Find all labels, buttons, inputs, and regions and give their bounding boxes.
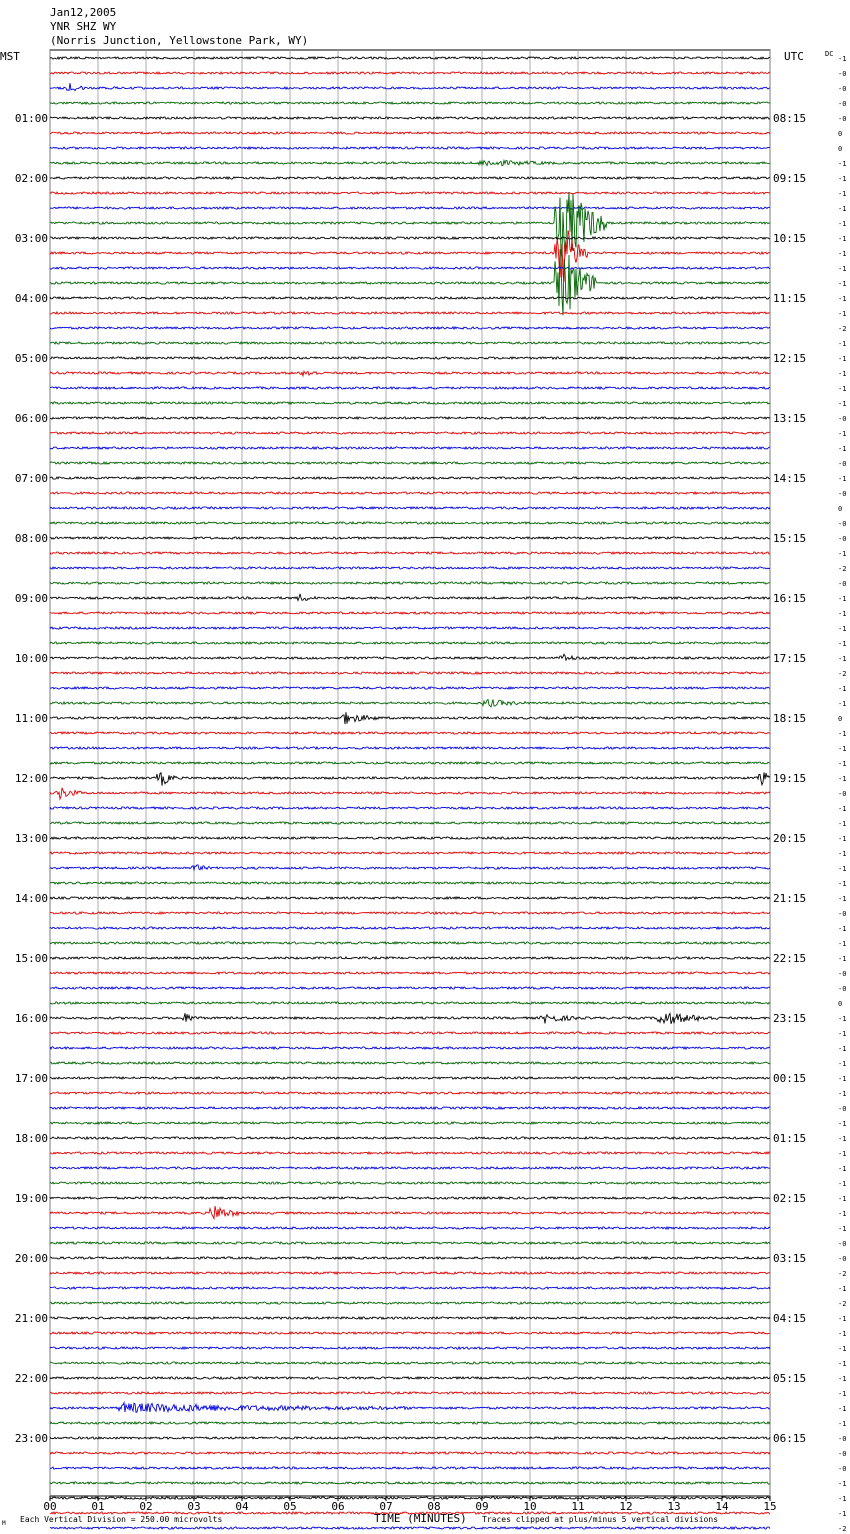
trace-63	[50, 1002, 770, 1004]
mst-hour-label: 03:00	[14, 232, 48, 245]
trace-29	[50, 492, 770, 494]
trace-22	[50, 387, 770, 389]
utc-hour-label: 10:15	[773, 232, 807, 245]
x-tick-label: 11	[571, 1500, 585, 1513]
dc-offset-label: -1	[838, 940, 847, 948]
trace-12	[50, 237, 770, 239]
x-tick-label: 13	[667, 1500, 681, 1513]
trace-69	[50, 1092, 770, 1094]
utc-hour-label: 04:15	[773, 1312, 807, 1325]
dc-offset-label: -0	[838, 1255, 847, 1263]
dc-offset-label: -1	[838, 1480, 847, 1488]
trace-37	[50, 612, 770, 614]
trace-9	[50, 192, 770, 194]
dc-offset-label: -1	[838, 430, 847, 438]
mst-hour-label: 22:00	[14, 1372, 48, 1385]
utc-hour-label: 17:15	[773, 652, 807, 665]
trace-66	[50, 1047, 770, 1049]
dc-offset-label: -0	[838, 1240, 847, 1248]
trace-51	[50, 822, 770, 824]
trace-62	[50, 987, 770, 989]
mst-hour-label: 08:00	[14, 532, 48, 545]
dc-offset-label: -1	[838, 1060, 847, 1068]
utc-hour-label: 14:15	[773, 472, 807, 485]
trace-26	[50, 447, 770, 449]
trace-42	[50, 687, 770, 689]
dc-offset-label: -1	[838, 1210, 847, 1218]
mst-hour-label: 06:00	[14, 412, 48, 425]
utc-hour-label: 22:15	[773, 952, 807, 965]
dc-offset-label: -1	[838, 1420, 847, 1428]
dc-offset-label: -2	[838, 1525, 847, 1533]
dc-offset-label: -1	[838, 355, 847, 363]
dc-offset-label: -0	[838, 910, 847, 918]
dc-offset-label: -1	[838, 610, 847, 618]
dc-offset-label: -1	[838, 730, 847, 738]
dc-offset-label: -1	[838, 445, 847, 453]
dc-offset-label: 0	[838, 505, 843, 513]
dc-offset-label: -1	[838, 160, 847, 168]
trace-68	[50, 1077, 770, 1079]
dc-offset-label: 0	[838, 130, 843, 138]
dc-offset-label: -1	[838, 1165, 847, 1173]
dc-offset-label: -0	[838, 520, 847, 528]
utc-hour-label: 19:15	[773, 772, 807, 785]
dc-offset-label: -1	[838, 475, 847, 483]
trace-73	[50, 1152, 770, 1154]
plot-date: Jan12,2005	[50, 6, 117, 19]
trace-18	[50, 327, 770, 329]
utc-hour-label: 21:15	[773, 892, 807, 905]
dc-offset-label: -0	[838, 970, 847, 978]
dc-offset-label: -1	[838, 745, 847, 753]
dc-offset-label: -0	[838, 1105, 847, 1113]
trace-10	[50, 207, 770, 209]
trace-4	[50, 117, 770, 119]
mst-hour-label: 14:00	[14, 892, 48, 905]
trace-38	[50, 627, 770, 629]
trace-74	[50, 1167, 770, 1169]
dc-offset-label: -1	[838, 895, 847, 903]
utc-hour-label: 16:15	[773, 592, 807, 605]
trace-28	[50, 477, 770, 479]
x-tick-label: 03	[187, 1500, 201, 1513]
dc-offset-label: 0	[838, 715, 843, 723]
dc-offset-label: -1	[838, 1120, 847, 1128]
dc-offset-label: -1	[838, 205, 847, 213]
x-tick-label: 06	[331, 1500, 345, 1513]
utc-hour-label: 13:15	[773, 412, 807, 425]
dc-offset-label: -1	[838, 655, 847, 663]
trace-77	[50, 1206, 770, 1219]
trace-15	[50, 249, 770, 315]
dc-offset-label: -1	[838, 1180, 847, 1188]
x-tick-label: 01	[91, 1500, 105, 1513]
dc-offset-label: -0	[838, 535, 847, 543]
mst-hour-label: 20:00	[14, 1252, 48, 1265]
dc-offset-label: -1	[838, 640, 847, 648]
trace-64	[50, 1013, 770, 1024]
dc-offset-label: -0	[838, 790, 847, 798]
mst-hour-label: 01:00	[14, 112, 48, 125]
trace-86	[50, 1347, 770, 1349]
trace-6	[50, 147, 770, 149]
trace-90	[50, 1403, 770, 1413]
trace-33	[50, 552, 770, 554]
trace-23	[50, 402, 770, 404]
dc-offset-label: -1	[838, 835, 847, 843]
utc-hour-label: 01:15	[773, 1132, 807, 1145]
trace-48	[50, 772, 770, 785]
dc-offset-label: 0	[838, 1000, 843, 1008]
dc-offset-label: -0	[838, 70, 847, 78]
mst-hour-label: 19:00	[14, 1192, 48, 1205]
mst-hour-label: 18:00	[14, 1132, 48, 1145]
trace-88	[50, 1377, 770, 1379]
mst-hour-label: 04:00	[14, 292, 48, 305]
dc-offset-label: -1	[838, 925, 847, 933]
dc-offset-label: -1	[838, 175, 847, 183]
dc-offset-label: -1	[838, 820, 847, 828]
clip-note: Traces clipped at plus/minus 5 vertical divisions	[482, 1515, 719, 1524]
utc-hour-label: 06:15	[773, 1432, 807, 1445]
dc-offset-label: -1	[838, 850, 847, 858]
trace-94	[50, 1467, 770, 1469]
dc-offset-label: -2	[838, 1270, 847, 1278]
dc-offset-label: -0	[838, 1465, 847, 1473]
x-tick-label: 09	[475, 1500, 489, 1513]
dc-offset-label: -1	[838, 685, 847, 693]
trace-98	[50, 1527, 770, 1529]
dc-offset-label: -1	[838, 1195, 847, 1203]
dc-offset-label: -1	[838, 1285, 847, 1293]
trace-2	[50, 83, 770, 90]
dc-offset-label: -1	[838, 865, 847, 873]
dc-offset-label: -1	[838, 1390, 847, 1398]
mst-hour-label: 17:00	[14, 1072, 48, 1085]
x-tick-label: 14	[715, 1500, 729, 1513]
trace-31	[50, 522, 770, 524]
trace-70	[50, 1107, 770, 1109]
footer-mark: M	[2, 1520, 6, 1527]
dc-offset-label: -1	[838, 1225, 847, 1233]
trace-44	[50, 712, 770, 724]
utc-hour-label: 15:15	[773, 532, 807, 545]
dc-offset-label: -0	[838, 1435, 847, 1443]
dc-offset-label: -1	[838, 700, 847, 708]
dc-offset-label: -1	[838, 385, 847, 393]
trace-96	[50, 1497, 770, 1499]
trace-61	[50, 972, 770, 974]
dc-offset-label: -2	[838, 325, 847, 333]
dc-offset-label: -1	[838, 370, 847, 378]
right-axis-title: UTC	[784, 50, 804, 63]
mst-hour-label: 11:00	[14, 712, 48, 725]
trace-84	[50, 1317, 770, 1319]
dc-offset-label: -0	[838, 985, 847, 993]
trace-24	[50, 417, 770, 419]
trace-80	[50, 1257, 770, 1259]
dc-offset-label: -1	[838, 760, 847, 768]
trace-21	[50, 371, 770, 376]
utc-hour-label: 11:15	[773, 292, 807, 305]
trace-81	[50, 1272, 770, 1274]
dc-offset-label: -2	[838, 565, 847, 573]
mst-hour-label: 10:00	[14, 652, 48, 665]
trace-87	[50, 1362, 770, 1364]
trace-34	[50, 567, 770, 569]
x-tick-label: 12	[619, 1500, 633, 1513]
trace-53	[50, 852, 770, 854]
dc-offset-label: -1	[838, 1030, 847, 1038]
dc-offset-label: -1	[838, 400, 847, 408]
dc-offset-label: -1	[838, 955, 847, 963]
dc-offset-label: -1	[838, 250, 847, 258]
trace-60	[50, 957, 770, 959]
mst-hour-label: 16:00	[14, 1012, 48, 1025]
trace-83	[50, 1302, 770, 1304]
trace-89	[50, 1392, 770, 1394]
trace-25	[50, 432, 770, 434]
utc-hour-label: 03:15	[773, 1252, 807, 1265]
dc-offset-label: -0	[838, 115, 847, 123]
trace-40	[50, 654, 770, 660]
dc-offset-label: -1	[838, 1375, 847, 1383]
dc-offset-label: -1	[838, 280, 847, 288]
dc-offset-label: -1	[838, 1075, 847, 1083]
dc-offset-label: -1	[838, 295, 847, 303]
trace-75	[50, 1182, 770, 1184]
trace-95	[50, 1482, 770, 1484]
utc-hour-label: 02:15	[773, 1192, 807, 1205]
trace-93	[50, 1452, 770, 1454]
trace-72	[50, 1137, 770, 1139]
dc-offset-label: -1	[838, 1015, 847, 1023]
utc-hour-label: 08:15	[773, 112, 807, 125]
trace-92	[50, 1437, 770, 1439]
trace-79	[50, 1242, 770, 1244]
trace-57	[50, 912, 770, 914]
trace-82	[50, 1287, 770, 1289]
dc-offset-label: -1	[838, 235, 847, 243]
x-tick-label: 15	[763, 1500, 777, 1513]
dc-offset-label: -2	[838, 1300, 847, 1308]
trace-14	[50, 267, 770, 269]
left-axis-title: MST	[0, 50, 20, 63]
trace-8	[50, 177, 770, 179]
vertical-scale-note: Each Vertical Division = 250.00 microvolts	[20, 1515, 223, 1524]
trace-47	[50, 762, 770, 764]
trace-7	[50, 161, 770, 166]
trace-71	[50, 1122, 770, 1124]
trace-56	[50, 897, 770, 899]
x-tick-label: 05	[283, 1500, 297, 1513]
trace-1	[50, 72, 770, 74]
mst-hour-label: 02:00	[14, 172, 48, 185]
mst-hour-label: 21:00	[14, 1312, 48, 1325]
mst-hour-label: 09:00	[14, 592, 48, 605]
trace-54	[50, 865, 770, 870]
utc-hour-label: 23:15	[773, 1012, 807, 1025]
trace-78	[50, 1227, 770, 1229]
utc-hour-label: 05:15	[773, 1372, 807, 1385]
dc-offset-label: -1	[838, 1330, 847, 1338]
mst-hour-label: 05:00	[14, 352, 48, 365]
dc-offset-label: -1	[838, 55, 847, 63]
dc-offset-label: -0	[838, 1450, 847, 1458]
trace-30	[50, 507, 770, 509]
x-tick-label: 00	[43, 1500, 57, 1513]
mst-hour-label: 23:00	[14, 1432, 48, 1445]
trace-5	[50, 132, 770, 134]
trace-32	[50, 537, 770, 539]
dc-offset-label: -1	[838, 805, 847, 813]
trace-43	[50, 699, 770, 706]
trace-45	[50, 732, 770, 734]
dc-offset-label: -1	[838, 1135, 847, 1143]
dc-offset-label: -1	[838, 220, 847, 228]
dc-offset-label: -1	[838, 550, 847, 558]
dc-offset-label: -0	[838, 580, 847, 588]
trace-76	[50, 1197, 770, 1199]
trace-17	[50, 312, 770, 314]
x-tick-label: 04	[235, 1500, 249, 1513]
trace-11	[50, 193, 770, 257]
mst-hour-label: 07:00	[14, 472, 48, 485]
x-axis-title: TIME (MINUTES)	[374, 1512, 467, 1525]
trace-19	[50, 342, 770, 344]
utc-hour-label: 18:15	[773, 712, 807, 725]
dc-offset-label: 0	[838, 145, 843, 153]
dc-offset-label: -0	[838, 415, 847, 423]
trace-41	[50, 672, 770, 674]
dc-offset-label: -1	[838, 625, 847, 633]
dc-offset-label: -1	[838, 1495, 847, 1503]
dc-offset-label: -1	[838, 595, 847, 603]
mst-hour-label: 15:00	[14, 952, 48, 965]
trace-85	[50, 1332, 770, 1334]
dc-offset-label: -1	[838, 1360, 847, 1368]
utc-hour-label: 20:15	[773, 832, 807, 845]
dc-offset-label: -1	[838, 1405, 847, 1413]
trace-35	[50, 582, 770, 584]
trace-50	[50, 807, 770, 809]
dc-offset-label: -1	[838, 1315, 847, 1323]
station-location: (Norris Junction, Yellowstone Park, WY)	[50, 34, 309, 47]
dc-offset-label: -1	[838, 265, 847, 273]
mst-hour-label: 13:00	[14, 832, 48, 845]
trace-49	[50, 788, 770, 799]
trace-59	[50, 942, 770, 944]
dc-offset-label: -1	[838, 1510, 847, 1518]
trace-16	[50, 297, 770, 299]
trace-67	[50, 1062, 770, 1064]
plot-frame	[50, 50, 770, 1496]
dc-offset-label: -1	[838, 775, 847, 783]
dc-offset-label: -1	[838, 1045, 847, 1053]
trace-27	[50, 462, 770, 464]
station-code: YNR SHZ WY	[50, 20, 117, 33]
mst-hour-label: 12:00	[14, 772, 48, 785]
trace-46	[50, 747, 770, 749]
dc-offset-label: -0	[838, 490, 847, 498]
dc-offset-label: -1	[838, 190, 847, 198]
trace-65	[50, 1032, 770, 1034]
trace-20	[50, 357, 770, 359]
trace-39	[50, 642, 770, 644]
x-tick-label: 02	[139, 1500, 153, 1513]
dc-offset-label: -1	[838, 1090, 847, 1098]
dc-offset-label: -1	[838, 880, 847, 888]
dc-offset-label: -0	[838, 460, 847, 468]
trace-52	[50, 837, 770, 839]
dc-offset-label: -1	[838, 1150, 847, 1158]
dc-offset-label: -1	[838, 310, 847, 318]
trace-58	[50, 927, 770, 929]
utc-hour-label: 12:15	[773, 352, 807, 365]
dc-offset-label: -1	[838, 340, 847, 348]
dc-offset-label: -1	[838, 1345, 847, 1353]
trace-3	[50, 102, 770, 104]
x-tick-label: 07	[379, 1500, 393, 1513]
trace-0	[50, 57, 770, 59]
trace-36	[50, 594, 770, 601]
dc-offset-label: -0	[838, 85, 847, 93]
trace-55	[50, 882, 770, 884]
utc-hour-label: 09:15	[773, 172, 807, 185]
dc-offset-label: -0	[838, 100, 847, 108]
utc-hour-label: 00:15	[773, 1072, 807, 1085]
x-tick-label: 10	[523, 1500, 537, 1513]
trace-91	[50, 1422, 770, 1424]
dc-offset-label: -2	[838, 670, 847, 678]
dc-offset-title: DC	[825, 50, 834, 58]
x-tick-label: 08	[427, 1500, 441, 1513]
trace-group	[50, 57, 770, 1534]
